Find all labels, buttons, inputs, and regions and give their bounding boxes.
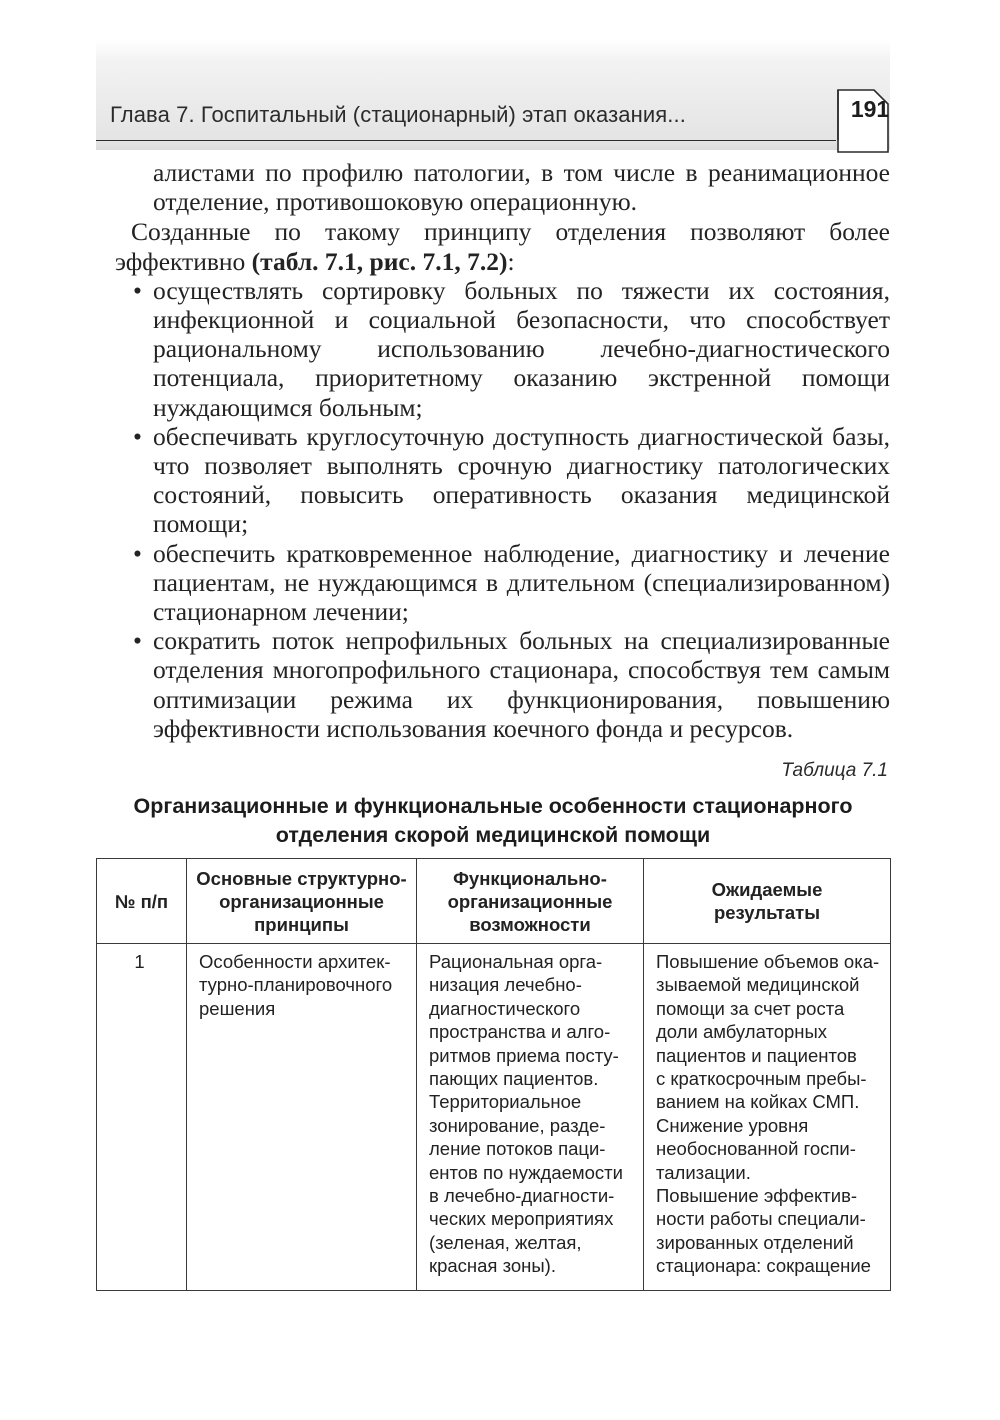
intro-colon: : — [507, 246, 515, 276]
header-rule — [96, 140, 836, 141]
cell-result: Повышение объемов ока- зываемой медицинской помощи за счет роста доли амбулаторных пациентов и пациентов с краткосрочным пребы- ванием на койках СМП. Снижение уровня необоснованной госпи- тализации. Повышение эффектив- ности работы специали- зированных отделений стационара: сокращение — [644, 944, 891, 1291]
intro-references: (табл. 7.1, рис. 7.1, 7.2) — [251, 246, 508, 276]
header-results: Ожидаемые результаты — [644, 859, 891, 944]
running-head: Глава 7. Госпитальный (стационарный) этап оказания... — [110, 102, 686, 127]
header-principles: Основные структурно- организационные принципы — [187, 859, 417, 944]
data-table — [96, 858, 891, 1291]
bullet-item: • сократить поток непрофильных больных на специализированные отделения многопрофильного стационара, способствуя тем самым оптимизации режима их функционирования, повышению эффективности использования коечного фонда и ресурсов. — [153, 626, 890, 743]
body-text — [115, 158, 890, 743]
cell-capability: Рациональная орга- низация лечебно- диагностического пространства и алго- ритмов приема посту- пающих пациентов. Территориальное зонирование, разде- ление потоков паци- ентов по нуждаемости в лечебно-диагности- ческих мероприятиях (зеленая, желтая, красная зоны). — [417, 944, 644, 1291]
intro-paragraph — [115, 217, 890, 275]
header-number: № п/п — [97, 859, 187, 944]
bullet-list — [115, 276, 890, 743]
bullet-item: • обеспечить кратковременное наблюдение, диагностику и лечение пациентам, не нуждающимся в длительном (специализированном) стационарном лечении; — [153, 539, 890, 627]
header-band — [96, 40, 890, 150]
cell-principle: Особенности архитек- турно-планировочного решения — [187, 944, 417, 1291]
page-number: 191 — [850, 96, 890, 122]
table-row — [97, 944, 891, 1291]
table-label: Таблица 7.1 — [781, 760, 888, 781]
bullet-item: • осуществлять сортировку больных по тяжести их состояния, инфекционной и социальной безопасности, что способствует рациональному использованию лечебно-диагностического потенциала, приоритетному оказанию экстренной помощи нуждающимся больным; — [153, 276, 890, 422]
intro-text: Созданные по такому принципу отделения позволяют более эффективно — [115, 217, 890, 276]
header-capabilities: Функционально- организационные возможности — [417, 859, 644, 944]
continuation-paragraph: алистами по профилю патологии, в том числе в реанимационное отделение, противошоковую операционную. — [153, 158, 890, 217]
table-title: Организационные и функциональные особенности стационарного отделения скорой медицинской помощи — [133, 794, 853, 847]
table-header-row — [97, 859, 891, 944]
cell-number: 1 — [97, 944, 187, 1291]
bullet-item: • обеспечивать круглосуточную доступность диагностической базы, что позволяет выполнять срочную диагностику патологических состояний, повысить оперативность оказания медицинской помощи; — [153, 422, 890, 539]
